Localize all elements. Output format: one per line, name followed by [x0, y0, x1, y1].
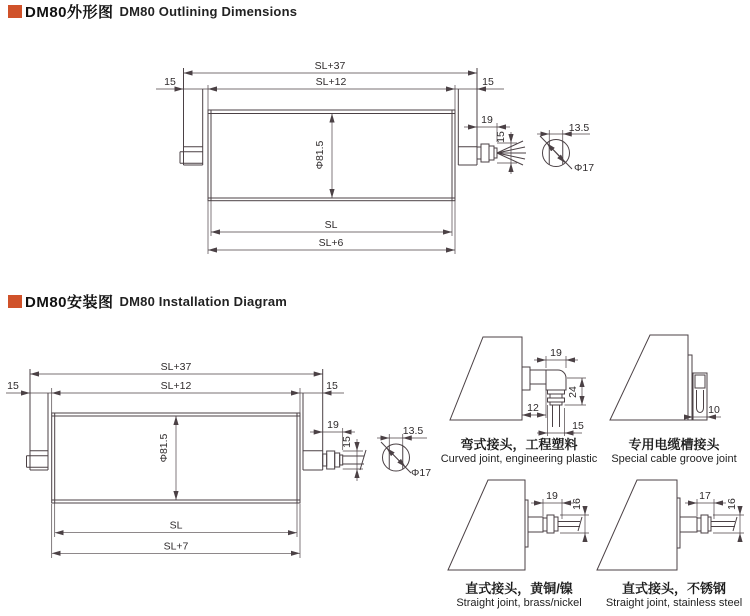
dim-conn-len: 19 — [481, 114, 493, 126]
dim-width: 19 — [546, 490, 558, 502]
dim-conn-len: 19 — [327, 419, 339, 431]
dimension-lines — [6, 374, 427, 558]
dim-tube-caps: SL+7 — [163, 540, 189, 553]
detail-caption-zh: 专用电缆槽接头 — [628, 437, 720, 452]
outline-section-header — [8, 3, 297, 19]
detail-straight-brass-drawing — [440, 475, 595, 580]
dim-end-right: 15 — [326, 380, 338, 392]
outline-drawing — [120, 46, 660, 271]
dim-height: 16 — [571, 498, 583, 510]
dim-flats: 13.5 — [402, 425, 424, 437]
dim-tube: SL — [324, 219, 338, 231]
left-shaft — [180, 68, 203, 165]
detail-cable-groove-drawing — [595, 332, 750, 436]
dim-inner: SL+12 — [160, 380, 192, 392]
dim-offset: 12 — [527, 402, 539, 414]
dim-end-right: 15 — [482, 76, 494, 88]
dim-end-left: 15 — [7, 380, 19, 392]
install-drawing — [0, 338, 440, 573]
section-marker-icon — [8, 295, 22, 308]
dim-cable: 15 — [572, 420, 584, 432]
dim-width: 10 — [708, 404, 720, 416]
straight-connector — [528, 515, 582, 533]
dimension-labels — [699, 490, 738, 510]
dim-drum-dia: Φ81.5 — [314, 140, 326, 170]
dim-tube: SL — [169, 519, 183, 532]
install-title-en: DM80 Installation Diagram — [119, 293, 288, 309]
dim-width: 17 — [699, 490, 711, 502]
detail-caption-zh: 弯式接头，工程塑料 — [460, 437, 578, 452]
detail-curved-joint — [440, 332, 598, 465]
frame-plate — [450, 337, 530, 420]
dimension-labels — [7, 361, 431, 552]
drum-body — [208, 110, 455, 201]
dim-total: SL+37 — [160, 361, 192, 373]
dim-drum-dia: Φ81.5 — [158, 433, 170, 463]
left-shaft — [27, 369, 49, 470]
outline-title-en: DM80 Outlining Dimensions — [119, 3, 298, 19]
elbow-connector — [530, 370, 566, 427]
dim-conn-h: 15 — [495, 131, 507, 143]
detail-straight-joint-brass — [440, 475, 598, 609]
dim-inner: SL+12 — [315, 76, 347, 88]
detail-straight-stainless-drawing — [595, 475, 750, 580]
detail-cable-groove-joint — [595, 332, 750, 465]
dim-width: 19 — [550, 347, 562, 359]
dim-flats: 13.5 — [568, 122, 590, 134]
dim-height: 24 — [567, 386, 579, 398]
dim-conn-h: 15 — [341, 436, 353, 448]
detail-caption-en: Straight joint, stainless steel — [605, 597, 743, 609]
straight-connector — [680, 515, 737, 533]
dimension-lines — [156, 73, 590, 254]
detail-curved-joint-drawing — [440, 332, 595, 436]
detail-caption-en: Curved joint, engineering plastic — [440, 453, 598, 465]
dim-tube-caps: SL+6 — [318, 237, 344, 249]
dimension-labels — [546, 490, 583, 510]
install-section-header — [8, 293, 287, 309]
detail-caption-zh: 直式接头，不锈钢 — [621, 581, 726, 596]
dim-height: 16 — [726, 498, 738, 510]
frame-plate — [448, 480, 528, 570]
frame-plate — [597, 480, 680, 570]
detail-caption-en: Special cable groove joint — [611, 453, 737, 465]
detail-straight-joint-stainless — [595, 475, 750, 609]
dimension-labels — [164, 60, 594, 249]
dim-total: SL+37 — [314, 60, 346, 72]
frame-plate — [610, 335, 692, 420]
dim-conn-dia: Φ17 — [411, 467, 432, 479]
dim-end-left: 15 — [164, 76, 176, 88]
groove-joint — [693, 373, 707, 420]
detail-caption-zh: 直式接头，黄铜/镍 — [465, 581, 573, 596]
install-title-zh: DM80安装图 — [25, 293, 114, 311]
dim-conn-dia: Φ17 — [574, 162, 595, 174]
detail-caption-en: Straight joint, brass/nickel — [456, 597, 582, 609]
outline-title-zh: DM80外形图 — [25, 3, 114, 21]
dimension-labels — [708, 404, 720, 416]
section-marker-icon — [8, 5, 22, 18]
